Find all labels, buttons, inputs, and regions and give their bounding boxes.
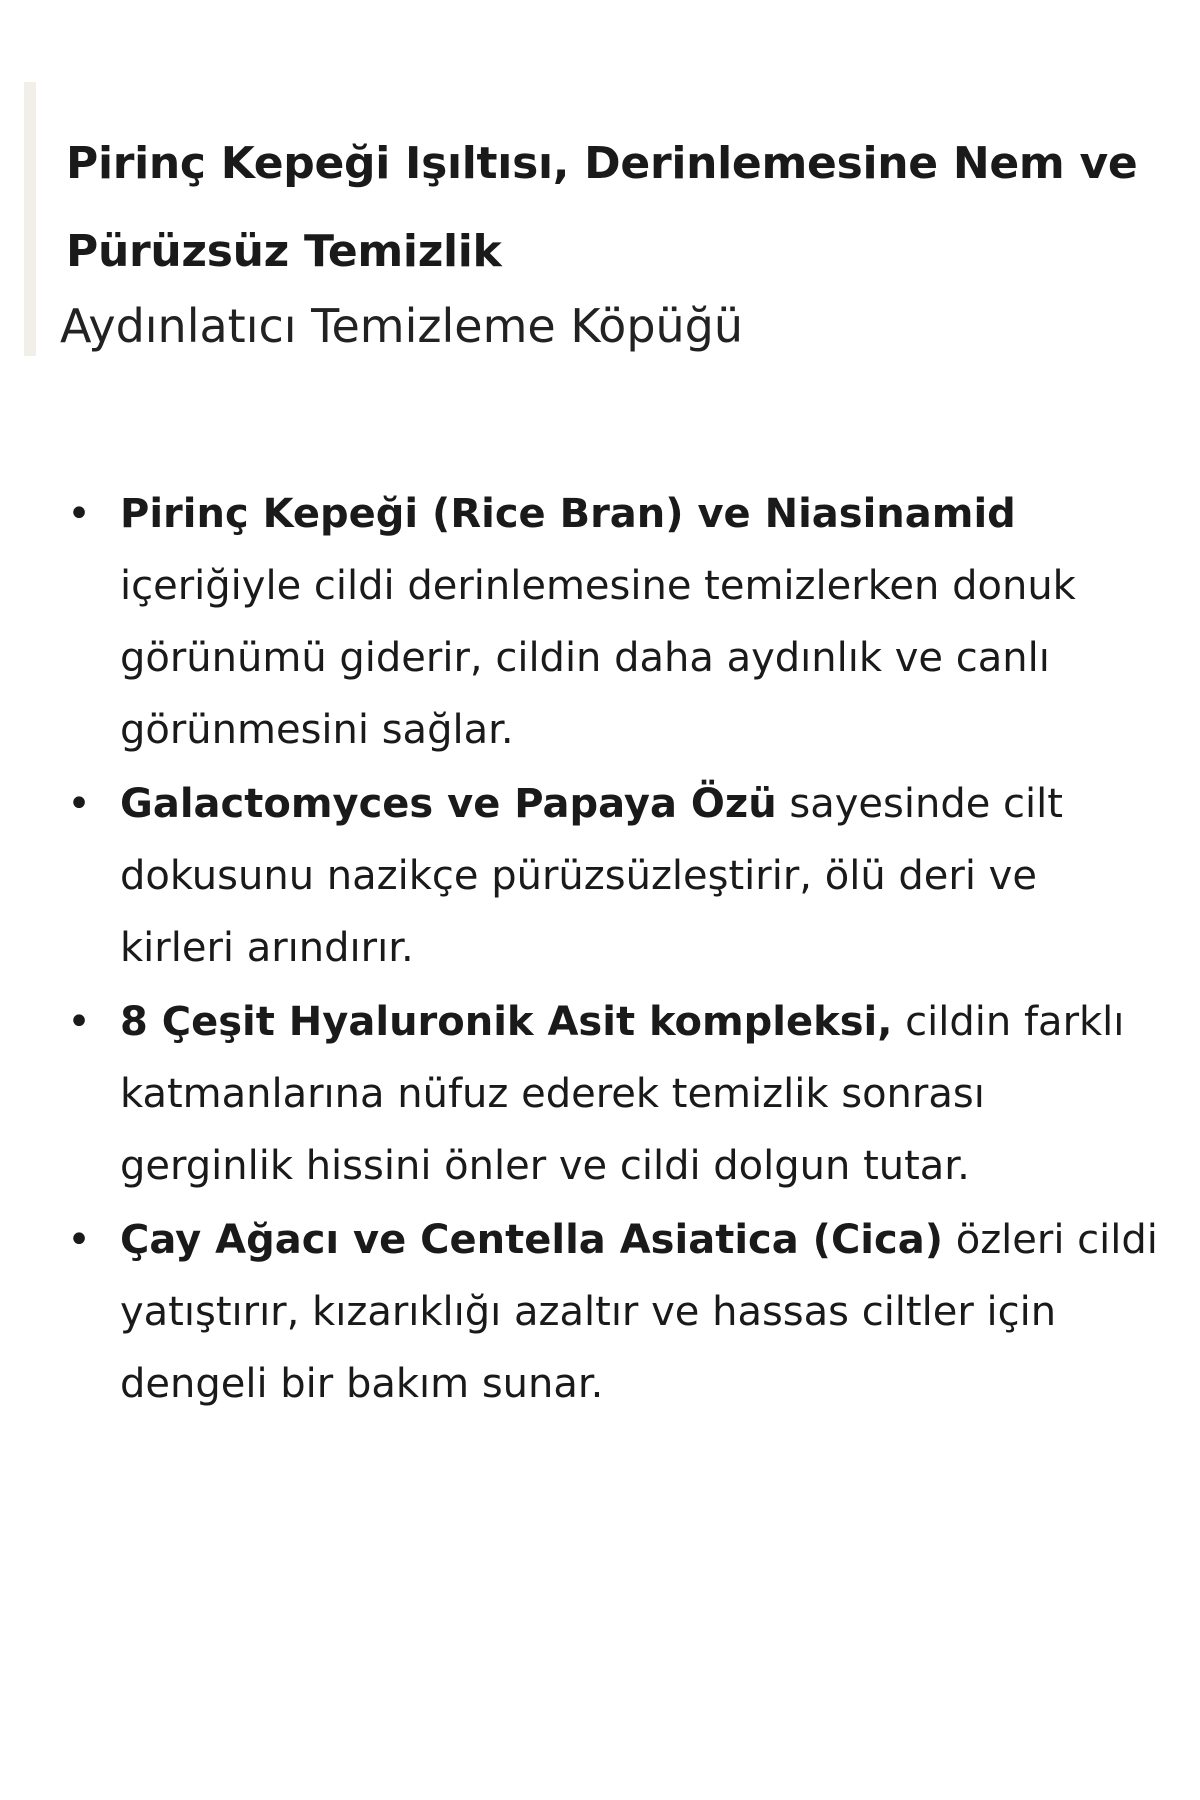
feature-highlight: Galactomyces ve Papaya Özü xyxy=(120,781,777,827)
feature-description: sayesinde cilt dokusunu nazikçe pürüzsüzleştirir, ölü deri ve kirleri arındırır. xyxy=(120,781,1063,971)
page-title: Pirinç Kepeği Işıltısı, Derinlemesine Nem ve Pürüzsüz Temizlik xyxy=(66,138,1138,277)
list-item xyxy=(64,478,1164,766)
feature-text xyxy=(120,986,1160,1202)
product-subtitle: Aydınlatıcı Temizleme Köpüğü xyxy=(60,299,744,353)
feature-text xyxy=(120,1204,1160,1420)
feature-description: cildin farklı katmanlarına nüfuz ederek temizlik sonrası gerginlik hissini önler ve cildi dolgun tutar. xyxy=(120,999,1125,1189)
bullet-icon: • xyxy=(67,1217,91,1263)
bullet-icon: • xyxy=(67,781,91,827)
feature-text xyxy=(120,478,1160,766)
feature-highlight: 8 Çeşit Hyaluronik Asit kompleksi, xyxy=(120,999,893,1045)
feature-highlight: Çay Ağacı ve Centella Asiatica (Cica) xyxy=(120,1217,943,1263)
feature-list xyxy=(64,478,1164,1422)
feature-description: özleri cildi yatıştırır, kızarıklığı azaltır ve hassas ciltler için dengeli bir bakım sunar. xyxy=(120,1217,1158,1407)
list-item xyxy=(64,986,1164,1202)
feature-description: içeriğiyle cildi derinlemesine temizlerken donuk görünümü giderir, cildin daha aydınlık ve canlı görünmesini sağlar. xyxy=(120,563,1076,753)
feature-text xyxy=(120,768,1160,984)
list-item xyxy=(64,768,1164,984)
list-item xyxy=(64,1204,1164,1420)
bullet-icon: • xyxy=(67,491,91,537)
feature-highlight: Pirinç Kepeği (Rice Bran) ve Niasinamid xyxy=(120,491,1016,537)
product-header xyxy=(24,82,1144,356)
bullet-icon: • xyxy=(67,999,91,1045)
